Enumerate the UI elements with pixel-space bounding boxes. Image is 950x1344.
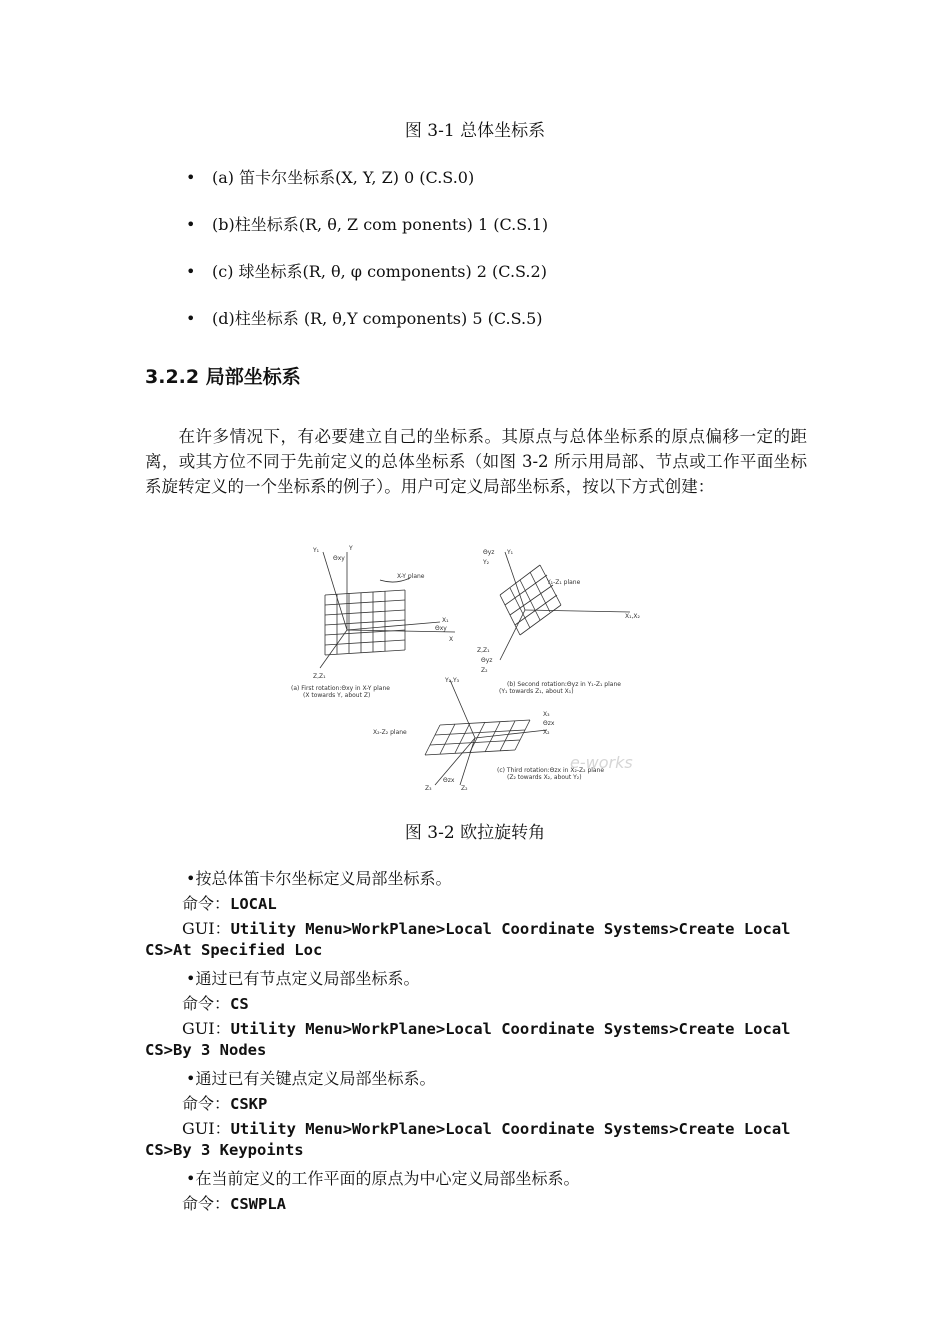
bullet: •	[186, 309, 196, 328]
coord-system-item-a	[186, 165, 474, 188]
method-desc-cswpla: •在当前定义的工作平面的原点为中心定义局部坐标系。	[186, 1169, 580, 1188]
method-desc-local: •按总体笛卡尔坐标定义局部坐标系。	[186, 869, 452, 888]
coord-system-text: (d)柱坐标系 (R, θ,Y components) 5 (C.S.5)	[212, 309, 543, 328]
label-c-x2: X₂	[543, 729, 550, 736]
label-x1: X₁	[442, 617, 449, 624]
caption-c-1: (c) Third rotation:Θzx in X₂-Z₂ plane	[497, 767, 605, 774]
cmd-value: CS	[230, 995, 249, 1013]
label-zz1: Z,Z₁	[313, 673, 326, 680]
bullet: •	[186, 168, 196, 187]
figure-3-1-caption: 图 3-1 总体坐标系	[404, 121, 546, 141]
axis-c-y	[450, 680, 475, 738]
label-b-theta: Θyz	[483, 549, 495, 556]
label-c-z2: Z₂	[461, 785, 468, 792]
coord-system-text: (b)柱坐标系(R, θ, Z com ponents) 1 (C.S.1)	[212, 215, 549, 234]
section-paragraph	[145, 424, 807, 499]
label-theta-xy-2: Θxy	[435, 625, 447, 632]
gui-path-1: Utility Menu>WorkPlane>Local Coordinate Systems>Create Local	[230, 920, 791, 938]
grid-b	[500, 565, 561, 635]
caption-c-2: (Z₂ towards X₂, about Y₂)	[507, 774, 582, 781]
gui-label: GUI：	[182, 919, 231, 938]
gui-path-1: Utility Menu>WorkPlane>Local Coordinate Systems>Create Local	[230, 1020, 791, 1038]
axis-b-y1	[505, 552, 525, 610]
cmd-label: 命令：	[182, 1194, 231, 1213]
section-heading: 3.2.2 局部坐标系	[145, 366, 301, 388]
cmd-label: 命令：	[182, 894, 231, 913]
cmd-label: 命令：	[182, 994, 231, 1013]
label-y1: Y₁	[313, 547, 320, 554]
cmd-label: 命令：	[182, 1094, 231, 1113]
bullet: •	[186, 262, 196, 281]
axis-c-z3	[435, 738, 475, 785]
method-desc-cs: •通过已有节点定义局部坐标系。	[186, 969, 420, 988]
grid-a	[325, 590, 405, 655]
axis-c-z2	[460, 738, 475, 785]
figure-3-2-caption: 图 3-2 欧拉旋转角	[404, 823, 546, 843]
gui-label: GUI：	[182, 1019, 231, 1038]
method-desc-cskp: •通过已有关键点定义局部坐标系。	[186, 1069, 436, 1088]
label-c-x3: X₃	[543, 711, 550, 718]
gui-path-2: CS>By 3 Nodes	[145, 1041, 267, 1059]
bullet: •	[186, 215, 196, 234]
coord-system-text: (c) 球坐标系(R, θ, φ components) 2 (C.S.2)	[212, 262, 547, 281]
paragraph-text: 在许多情况下，有必要建立自己的坐标系。其原点与总体坐标系的原点偏移一定的距离，或其方位不同于先前定义的总体坐标系（如图 3-2 所示用局部、节点或工作平面坐标系旋转定义的一个坐标系的例子）。用户可定义局部坐标系，按以下方式创建：	[145, 427, 807, 496]
cmd-value: LOCAL	[230, 895, 277, 913]
coord-system-item-d	[186, 306, 543, 329]
method-gui-local	[145, 916, 807, 942]
label-b-theta-2: Θyz	[481, 657, 493, 664]
gui-path-2: CS>At Specified Loc	[145, 941, 323, 959]
method-cmd-cs	[182, 991, 249, 1014]
method-gui-cskp	[145, 1116, 807, 1142]
label-b-zz1: Z,Z₁	[477, 647, 490, 654]
label-c-theta: Θzx	[543, 720, 555, 727]
label-b-plane: Y₁-Z₁ plane	[547, 579, 581, 586]
method-gui-cs	[145, 1016, 807, 1042]
caption-b-1: (b) Second rotation:Θyz in Y₁-Z₁ plane	[507, 681, 621, 688]
euler-rotation-figure	[285, 540, 665, 802]
method-cmd-cswpla	[182, 1191, 286, 1214]
method-cmd-cskp	[182, 1091, 267, 1114]
cmd-value: CSKP	[230, 1095, 268, 1113]
method-cmd-local	[182, 891, 277, 914]
gui-path-1: Utility Menu>WorkPlane>Local Coordinate Systems>Create Local	[230, 1120, 791, 1138]
label-c-z3: Z₃	[425, 785, 432, 792]
label-b-y2: Y₂	[483, 559, 490, 566]
axis-c-x	[475, 730, 547, 738]
label-b-x1x2: X₁,X₂	[625, 613, 640, 620]
label-c-plane: X₂-Z₂ plane	[373, 729, 407, 736]
coord-system-item-c	[186, 259, 547, 282]
label-theta-xy: Θxy	[333, 555, 345, 562]
axis-z	[320, 630, 347, 668]
cmd-value: CSWPLA	[230, 1195, 287, 1213]
label-y: Y	[349, 545, 353, 552]
coord-system-text: (a) 笛卡尔坐标系(X, Y, Z) 0 (C.S.0)	[212, 168, 475, 187]
label-xy-plane: X-Y plane	[397, 573, 425, 580]
axis-b-z	[500, 610, 525, 660]
watermark-logo: e-works	[570, 753, 633, 772]
coord-system-item-b	[186, 212, 548, 235]
caption-a-2: (X towards Y, about Z)	[303, 692, 371, 699]
label-x: X	[449, 636, 454, 643]
label-b-z2: Z₂	[481, 667, 488, 674]
caption-b-2: (Y₁ towards Z₁, about X₁)	[499, 688, 574, 695]
label-c-y2y3: Y₂,Y₃	[445, 677, 460, 684]
axis-b-x	[525, 610, 630, 612]
gui-label: GUI：	[182, 1119, 231, 1138]
gui-path-2: CS>By 3 Keypoints	[145, 1141, 304, 1159]
label-c-theta-2: Θzx	[443, 777, 455, 784]
label-b-y1: Y₁	[507, 549, 514, 556]
axis-y1	[323, 552, 347, 630]
caption-a-1: (a) First rotation:Θxy in X-Y plane	[291, 685, 390, 692]
